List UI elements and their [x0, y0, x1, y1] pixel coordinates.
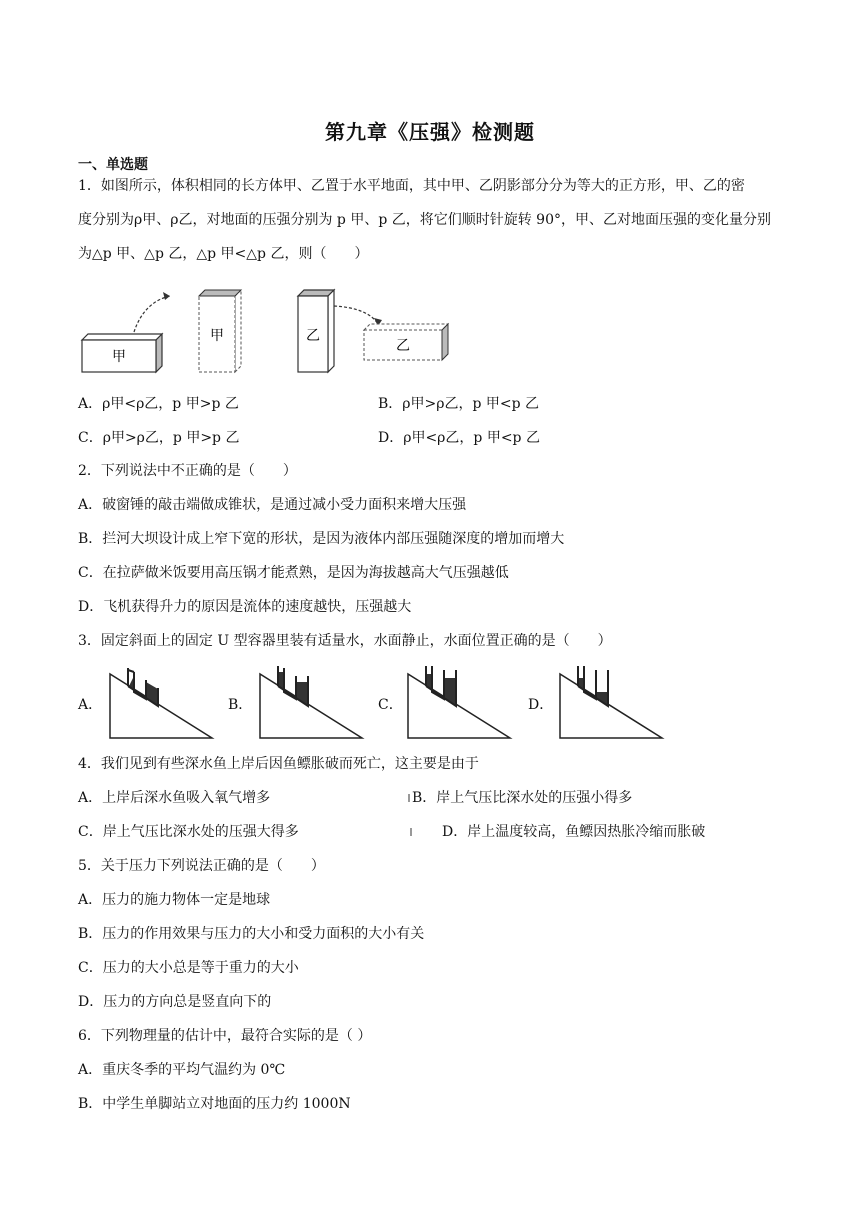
q4-option-a[interactable]: A．上岸后深水鱼吸入氧气增多	[78, 790, 271, 806]
q1-option-c[interactable]: C．ρ甲>ρ乙，p 甲>p 乙	[78, 430, 240, 446]
q3-stem: 3．固定斜面上的固定 U 型容器里装有适量水，水面静止，水面位置正确的是（ ）	[78, 633, 612, 649]
label-yi-vertical: 乙	[306, 328, 320, 344]
q1-option-a[interactable]: A．ρ甲<ρ乙，p 甲>p 乙	[78, 396, 239, 412]
q4-option-marker	[408, 794, 410, 802]
q2-option-c[interactable]: C．在拉萨做米饭要用高压锅才能煮熟，是因为海拔越高大气压强越低	[78, 565, 509, 581]
q2-option-b[interactable]: B．拦河大坝设计成上窄下宽的形状，是因为液体内部压强随深度的增加而增大	[78, 531, 565, 547]
label-yi-horizontal: 乙	[396, 338, 410, 354]
q4-option-c[interactable]: C．岸上气压比深水处的压强大得多	[78, 824, 299, 840]
q1-option-b[interactable]: B．ρ甲>ρ乙，p 甲<p 乙	[378, 396, 540, 412]
q3-figure-b	[256, 662, 366, 740]
q3-figure-d	[556, 662, 666, 740]
q1-stem-line1: 1．如图所示，体积相同的长方体甲、乙置于水平地面，其中甲、乙阴影部分分为等大的正方形，甲、乙的密	[78, 178, 745, 194]
q5-option-c[interactable]: C．压力的大小总是等于重力的大小	[78, 960, 299, 976]
q6-stem: 6．下列物理量的估计中，最符合实际的是（ ）	[78, 1028, 372, 1044]
q4-stem: 4．我们见到有些深水鱼上岸后因鱼鳔胀破而死亡，这主要是由于	[78, 756, 479, 772]
q3-figure-a	[106, 662, 216, 740]
label-jia-vertical: 甲	[210, 328, 224, 344]
section-heading: 一、单选题	[78, 157, 148, 173]
q3-label-c[interactable]: C．	[378, 697, 403, 713]
q2-option-d[interactable]: D．飞机获得升力的原因是流体的速度越快，压强越大	[78, 599, 412, 615]
q5-option-d[interactable]: D．压力的方向总是竖直向下的	[78, 994, 272, 1010]
q3-label-b[interactable]: B．	[228, 697, 253, 713]
q5-option-b[interactable]: B．压力的作用效果与压力的大小和受力面积的大小有关	[78, 926, 425, 942]
q1-stem-line2: 度分别为ρ甲、ρ乙，对地面的压强分别为 p 甲、p 乙，将它们顺时针旋转 90°，甲、乙对地面压强的变化量分别	[78, 212, 771, 228]
q5-stem: 5．关于压力下列说法正确的是（ ）	[78, 858, 325, 874]
q1-figure	[78, 282, 458, 377]
q1-option-d[interactable]: D．ρ甲<ρ乙，p 甲<p 乙	[378, 430, 540, 446]
q4-option-marker	[410, 828, 412, 836]
q3-label-a[interactable]: A．	[78, 697, 103, 713]
q6-option-b[interactable]: B．中学生单脚站立对地面的压力约 1000N	[78, 1096, 351, 1112]
q2-stem: 2．下列说法中不正确的是（ ）	[78, 463, 297, 479]
page-title: 第九章《压强》检测题	[325, 120, 535, 144]
q2-option-a[interactable]: A．破窗锤的敲击端做成锥状，是通过减小受力面积来增大压强	[78, 497, 467, 513]
label-jia-horizontal: 甲	[112, 349, 126, 365]
q1-stem-line3: 为△p 甲、△p 乙，△p 甲<△p 乙，则（ ）	[78, 246, 369, 262]
q3-figure-c	[404, 662, 514, 740]
q6-option-a[interactable]: A．重庆冬季的平均气温约为 0℃	[78, 1062, 286, 1078]
q4-option-b[interactable]: B．岸上气压比深水处的压强小得多	[412, 790, 633, 806]
q5-option-a[interactable]: A．压力的施力物体一定是地球	[78, 892, 271, 908]
q3-label-d[interactable]: D．	[528, 697, 554, 713]
q4-option-d[interactable]: D．岸上温度较高，鱼鳔因热胀冷缩而胀破	[442, 824, 706, 840]
